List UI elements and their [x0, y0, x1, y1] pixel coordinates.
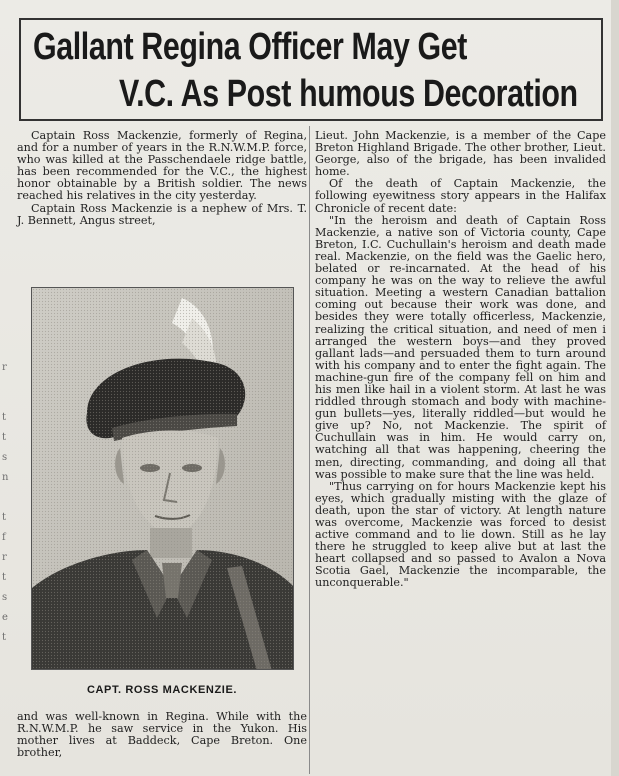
- headline-box: [19, 18, 603, 121]
- photo-caption: CAPT. ROSS MACKENZIE.: [86, 684, 238, 696]
- article-paragraph: Lieut. John Mackenzie, is a member of the Cape Breton Highland Brigade. The other brother, Lieut. George, also of the brigade, has been invalided home.: [315, 129, 606, 179]
- column-divider: [309, 126, 310, 774]
- article-left-column-top: [17, 130, 307, 227]
- headline-line-1: Gallant Regina Officer May Get: [33, 26, 467, 68]
- article-left-column-bottom: [17, 711, 307, 759]
- article-paragraph: Captain Ross Mackenzie, formerly of Regina, and for a number of years in the R.N.W.M.P. force, who was killed at the Passchendaele ridge battle, has been recommended for the V.C., the highest honor obtainable by a British soldier. The news reached his relatives in the city yesterday.: [17, 129, 307, 203]
- article-paragraph: Captain Ross Mackenzie is a nephew of Mrs. T. J. Bennett, Angus street,: [17, 201, 307, 227]
- left-margin-bleed: r t t s n t f r t s e t: [2, 362, 9, 643]
- headline-line-2: V.C. As Post humous Decoration: [119, 73, 578, 115]
- portrait-photo: [31, 287, 294, 670]
- article-paragraph: "Thus carrying on for hours Mackenzie kept his eyes, which gradually misting with the glaze of death, upon the star of victory. At length nature was overcome, Mackenzie was forced to desist active command and to lie down. Still as he lay there he struggled to keep alive but at last the heart collapsed and so passed to Avalon a Nova Scotia Gael, Mackenzie the incomparable, the unconquerable.": [315, 479, 606, 590]
- article-paragraph: Of the death of Captain Mackenzie, the following eyewitness story appears in the Halifax Chronicle of recent date:: [315, 177, 606, 215]
- article-paragraph: and was well-known in Regina. While with the R.N.W.M.P. he saw service in the Yukon. His mother lives at Baddeck, Cape Breton. One brother,: [17, 710, 307, 760]
- article-paragraph: "In the heroism and death of Captain Ross Mackenzie, a native son of Victoria county, Cape Breton, I.C. Cuchullain's heroism and death made real. Mackenzie, on the field was the Gaelic hero, belated or re-incarnated. At the head of his company he was on the way to relieve the awful situation. Meeting a western Canadian battalion coming out because their work was done, and besides they were totally officerless, Mackenzie, realizing the critical situation, and need of men i arranged the western boys—and they proved gallant lads—and persuaded them to turn around with his company and to enter the fight again. The machine-gun fire of the company fell on him and his men like hail in a violent storm. At last he was riddled through stomach and body with machine-gun bullets—yes, literally riddled—but would he give up? No, not Mackenzie. The spirit of Cuchullain was in him. He would carry on, watching all that was happening, cheering the men, directing, commanding, and doing all that was possible to make sure that the line was held.: [315, 213, 606, 481]
- article-right-column: [315, 130, 606, 590]
- page-edge: [611, 0, 619, 776]
